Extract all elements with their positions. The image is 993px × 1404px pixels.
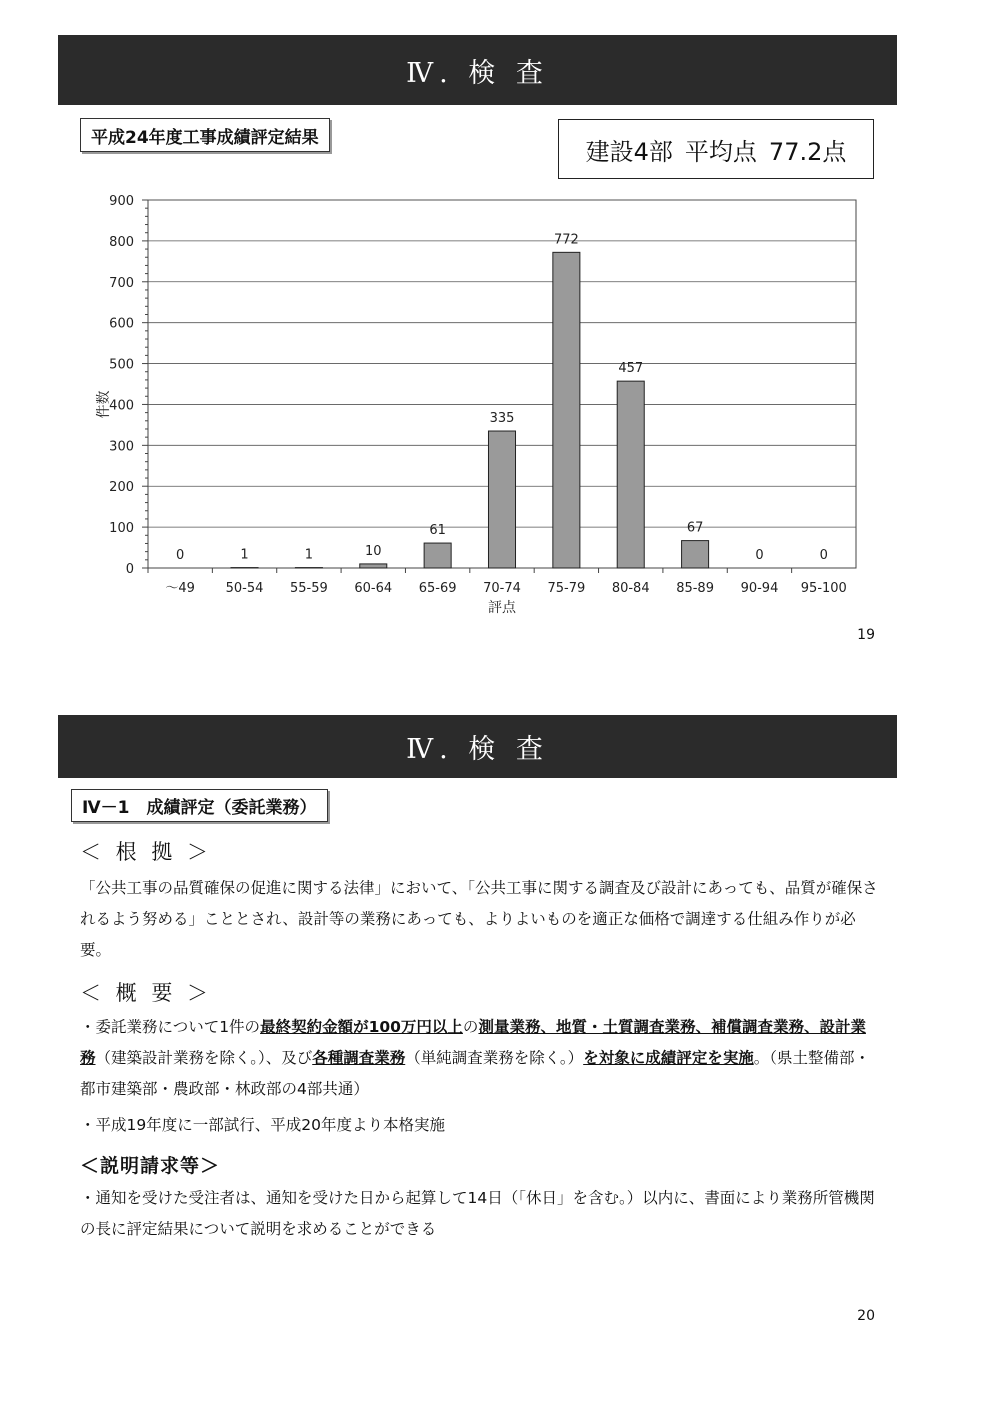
score-distribution-chart [80, 185, 870, 625]
data-label: 0 [755, 548, 764, 563]
outline-emphasis: 測量業務、地質・土質調査業務、補償調査業務、設計業務 [80, 1018, 866, 1067]
outline-text: ・委託業務について1件の [80, 1018, 261, 1036]
outline-text: （建築設計業務を除く。）、及び [95, 1049, 313, 1067]
x-tick-label: ～49 [165, 581, 195, 596]
section-title: 平成24年度工事成績評定結果 [80, 118, 330, 152]
y-tick-label: 600 [109, 316, 134, 332]
data-label: 10 [364, 543, 382, 559]
x-tick-label: 55-59 [290, 581, 328, 596]
x-tick-label: 65-69 [418, 581, 457, 596]
y-tick-label: 200 [109, 480, 134, 496]
data-label: 0 [819, 548, 828, 563]
y-tick-label: 800 [109, 234, 134, 250]
section-banner: Ⅳ. 検 査 [58, 715, 897, 778]
outline-item-history: ・平成19年度に一部試行、平成20年度より本格実施 [80, 1116, 445, 1134]
outline-emphasis: 最終契約金額が100万円以上 [260, 1018, 463, 1036]
data-label: 1 [240, 547, 249, 563]
x-tick-label: 80-84 [611, 581, 650, 596]
y-tick-label: 700 [109, 275, 134, 291]
average-score-box [558, 119, 874, 179]
outline-heading: ＜ 概 要 ＞ [80, 981, 213, 1005]
outline-text: 。（県土整備部・ 都市建築部・農政部・林政部の4部共通） [80, 1049, 886, 1098]
page-number: 19 [857, 627, 875, 643]
y-tick-label: 900 [109, 194, 134, 209]
explanation-heading: ＜説明請求等＞ [80, 1155, 221, 1177]
data-label: 0 [176, 548, 185, 563]
x-axis-label: 評点 [488, 600, 516, 616]
y-tick-label: 400 [109, 398, 134, 414]
y-tick-label: 0 [125, 562, 134, 577]
bar [424, 543, 451, 568]
average-label: 平均点 [684, 137, 757, 166]
bar [553, 252, 580, 568]
page-number: 20 [857, 1308, 875, 1324]
department-label: 建設4部 [585, 137, 673, 166]
outline-text: （単純調査業務を除く。） [405, 1049, 584, 1067]
data-label: 335 [489, 411, 515, 427]
x-tick-label: 95-100 [800, 581, 847, 596]
x-tick-label: 85-89 [676, 581, 714, 596]
x-tick-label: 50-54 [225, 581, 264, 596]
x-tick-label: 75-79 [547, 581, 586, 596]
y-tick-label: 300 [109, 439, 134, 455]
y-tick-label: 500 [109, 357, 134, 373]
data-label: 1 [304, 547, 314, 563]
subsection-title: Ⅳ－1 成績評定（委託業務） [71, 789, 328, 822]
average-value: 77.2点 [768, 137, 847, 166]
outline-emphasis: 各種調査業務 [312, 1049, 406, 1067]
outline-emphasis: を対象に成績評定を実施 [583, 1049, 754, 1067]
outline-item-scope [80, 1012, 886, 1105]
basis-heading: ＜ 根 拠 ＞ [80, 840, 213, 864]
data-label: 457 [618, 361, 644, 377]
data-label: 67 [686, 520, 704, 536]
data-label: 61 [429, 523, 446, 539]
basis-text: 「公共工事の品質確保の促進に関する法律」において、「公共工事に関する調査及び設計にあっても、品質が確保されるよう努める」こととされ、設計等の業務にあっても、よりよいものを適正な価格で調達する仕組み作りが必要。 [80, 879, 878, 959]
outline-text: の [462, 1018, 479, 1036]
bar [617, 381, 644, 568]
bar [360, 564, 387, 568]
x-tick-label: 70-74 [483, 581, 521, 596]
x-tick-label: 60-64 [354, 581, 393, 596]
section-banner: Ⅳ. 検 査 [58, 35, 897, 105]
bar [682, 541, 709, 568]
bar [488, 431, 515, 568]
y-tick-label: 100 [109, 521, 134, 537]
data-label: 772 [553, 232, 579, 248]
x-tick-label: 90-94 [740, 581, 779, 596]
explanation-text: ・通知を受けた受注者は、通知を受けた日から起算して14日（「休日」を含む。）以内に、書面により業務所管機関の長に評定結果について説明を求めることができる [80, 1189, 875, 1238]
y-axis-label: 件数 [96, 390, 112, 419]
